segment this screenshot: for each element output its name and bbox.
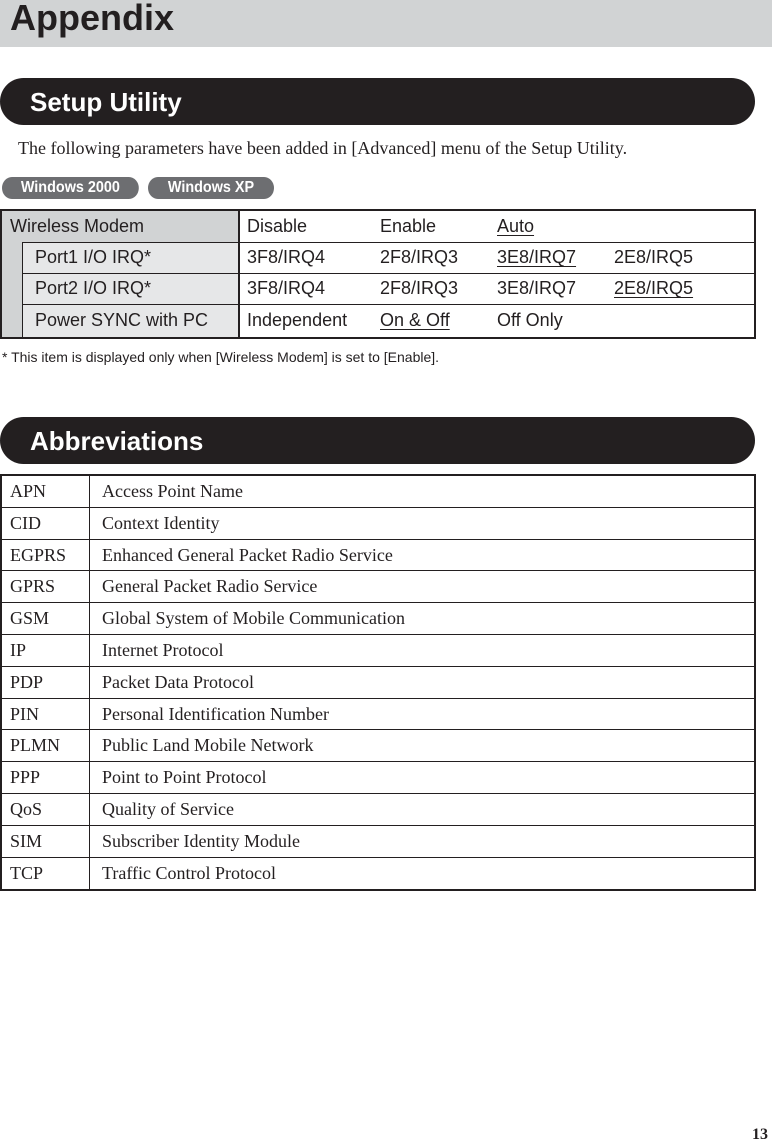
column-divider — [89, 730, 90, 761]
abbreviation-code: CID — [10, 512, 41, 533]
abbreviation-description: Enhanced General Packet Radio Service — [102, 544, 393, 565]
option-cell-default: On & Off — [380, 310, 450, 330]
setup-row-label-wireless-modem: Wireless Modem — [10, 216, 145, 236]
table-row — [2, 794, 754, 826]
option-cell: 3E8/IRQ7 — [497, 278, 577, 298]
setup-utility-section-header — [0, 78, 755, 125]
column-divider — [89, 858, 90, 890]
table-row — [2, 476, 754, 508]
option-cell: Off Only — [497, 310, 563, 330]
abbreviation-description: Traffic Control Protocol — [102, 862, 276, 883]
abbreviation-description: Context Identity — [102, 512, 220, 533]
table-row — [2, 699, 754, 731]
option-cell: Disable — [247, 216, 308, 236]
appendix-header-bar — [0, 0, 772, 47]
column-divider — [89, 635, 90, 666]
page-number: 13 — [752, 1126, 768, 1143]
setup-row-label-port2: Port2 I/O IRQ* — [35, 278, 152, 298]
table-row — [2, 635, 754, 667]
abbreviation-code: IP — [10, 639, 27, 660]
table-row — [2, 667, 754, 699]
abbreviation-description: Public Land Mobile Network — [102, 735, 314, 756]
abbreviation-code: QoS — [10, 798, 43, 819]
badge-windows-2000: Windows 2000 — [2, 177, 139, 199]
option-cell: 2E8/IRQ5 — [614, 247, 694, 267]
option-cell: Enable — [380, 216, 437, 236]
option-cell: 3F8/IRQ4 — [247, 278, 326, 298]
option-cell-default: Auto — [497, 216, 535, 236]
option-cell-default: 3E8/IRQ7 — [497, 247, 577, 267]
abbreviation-code: PPP — [10, 767, 41, 788]
abbreviation-description: Global System of Mobile Communication — [102, 608, 405, 629]
abbreviation-code: PLMN — [10, 735, 61, 756]
abbreviation-code: EGPRS — [10, 544, 67, 565]
table-row — [2, 540, 754, 572]
option-cell: 2F8/IRQ3 — [380, 278, 459, 298]
table-row — [2, 730, 754, 762]
abbreviation-description: Personal Identification Number — [102, 703, 329, 724]
abbreviation-description: Access Point Name — [102, 481, 243, 501]
column-divider — [89, 699, 90, 730]
table-row — [2, 571, 754, 603]
abbreviation-code: GSM — [10, 608, 50, 629]
abbreviation-code: PDP — [10, 671, 44, 692]
column-divider — [89, 762, 90, 793]
column-divider — [89, 540, 90, 571]
abbreviation-description: Point to Point Protocol — [102, 767, 267, 788]
abbreviations-title: Abbreviations — [30, 426, 204, 456]
table-row — [2, 603, 754, 635]
page-title: Appendix — [10, 0, 175, 38]
column-divider — [89, 603, 90, 634]
option-cell-default: 2E8/IRQ5 — [614, 278, 694, 298]
column-divider — [89, 476, 90, 507]
abbreviations-section-header — [0, 417, 755, 464]
column-divider — [89, 667, 90, 698]
table-row — [2, 508, 754, 540]
badge-windows-xp: Windows XP — [148, 177, 274, 199]
abbreviation-description: Subscriber Identity Module — [102, 830, 300, 851]
abbreviation-code: SIM — [10, 830, 43, 851]
setup-row-label-port1: Port1 I/O IRQ* — [35, 247, 152, 267]
abbreviation-code: TCP — [10, 862, 44, 883]
abbreviation-description: Quality of Service — [102, 798, 234, 819]
setup-footnote: * This item is displayed only when [Wireless Modem] is set to [Enable]. — [2, 349, 440, 365]
column-divider — [89, 826, 90, 857]
table-row — [2, 826, 754, 858]
column-divider — [89, 571, 90, 602]
setup-parameters-table — [0, 209, 756, 339]
setup-row-label-power-sync: Power SYNC with PC — [35, 310, 209, 330]
column-divider — [89, 508, 90, 539]
abbreviation-code: PIN — [10, 703, 40, 724]
option-cell: 2F8/IRQ3 — [380, 247, 459, 267]
table-row — [2, 858, 754, 890]
option-cell: Independent — [247, 310, 348, 330]
abbreviations-table — [0, 474, 756, 891]
option-cell: 3F8/IRQ4 — [247, 247, 326, 267]
setup-utility-title: Setup Utility — [30, 87, 182, 117]
abbreviation-description: General Packet Radio Service — [102, 576, 318, 597]
column-divider — [89, 794, 90, 825]
abbreviation-code: APN — [10, 481, 47, 501]
abbreviation-description: Internet Protocol — [102, 639, 224, 660]
setup-column-divider — [238, 211, 240, 337]
abbreviation-code: GPRS — [10, 576, 56, 597]
setup-intro-text: The following parameters have been added in [Advanced] menu of the Setup Utility. — [18, 138, 628, 158]
abbreviation-description: Packet Data Protocol — [102, 671, 254, 692]
table-row — [2, 762, 754, 794]
